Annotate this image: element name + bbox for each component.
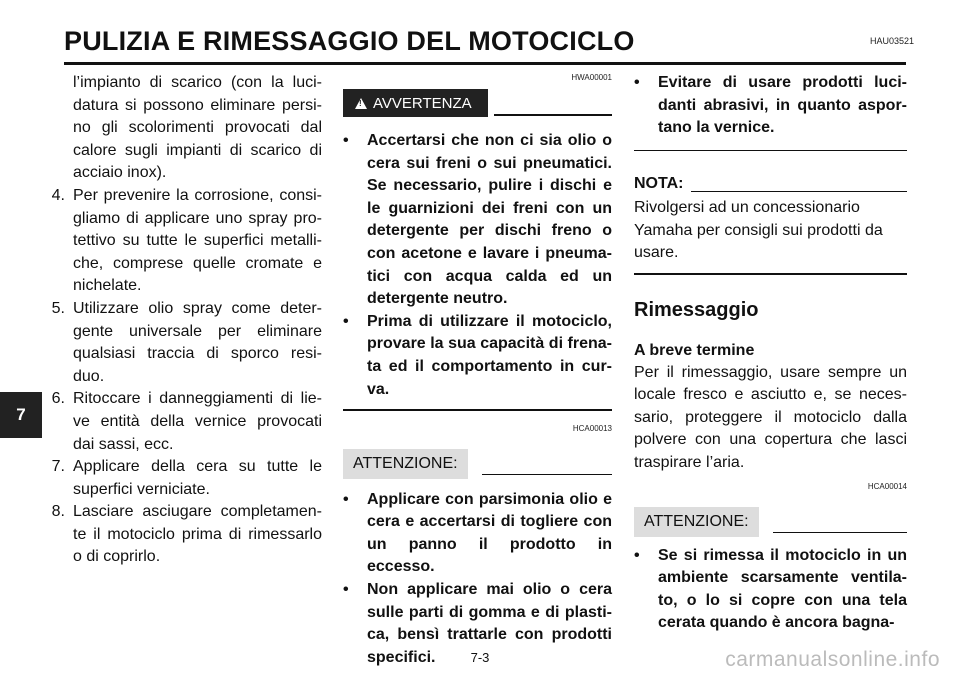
header-rule	[64, 62, 906, 65]
list-item-text: Per prevenire la corrosione, consi-gliamo di applicare uno spray pro-tettivo su tutte le superfici metalli-che, comprese quelle cromate e nichelate.	[73, 186, 322, 295]
list-item-text: Utilizzare olio spray come deter-gente universale per eliminare qualsiasi traccia di sporco resi-duo.	[73, 299, 322, 385]
warning-header	[343, 86, 612, 120]
list-item	[40, 185, 322, 298]
list-item-text: Lasciare asciugare completamen-te il motociclo prima di rimessarlo o di coprirlo.	[73, 503, 322, 566]
list-item	[40, 501, 322, 569]
list-item	[40, 388, 322, 456]
warning-label: AVVERTENZA	[373, 94, 472, 112]
bullet-text: Se si rimessa il motociclo in un ambiente scarsamente ventila-to, o lo si copre con una tela cerata quando è ancora bagna-	[658, 546, 907, 632]
bullet-dot-icon: •	[343, 132, 349, 149]
list-item-number: 8.	[51, 503, 65, 521]
warning-rule	[494, 114, 612, 116]
warning-triangle-icon	[355, 98, 367, 109]
list-item	[40, 298, 322, 388]
column-1	[40, 72, 322, 569]
caution-header	[634, 505, 907, 539]
chapter-tab: 7	[0, 392, 42, 438]
note-text: Rivolgersi ad un concessionario Yamaha per consigli sui prodotti da usare.	[634, 199, 883, 262]
caution-rule	[773, 532, 907, 534]
list-item-number: 4.	[51, 186, 65, 204]
page-title: PULIZIA E RIMESSAGGIO DEL MOTOCICLO	[64, 26, 635, 56]
bullet-dot-icon: •	[634, 74, 640, 91]
subsection-title: A breve termine	[634, 341, 755, 359]
caution-code: HCA00014	[867, 481, 907, 491]
warning-bullet	[343, 311, 612, 401]
bullet-dot-icon: •	[343, 312, 349, 330]
warning-badge	[343, 89, 488, 117]
caution-bullet	[634, 545, 907, 635]
caution-header	[343, 447, 612, 481]
caution-badge: ATTENZIONE:	[343, 449, 468, 479]
column-3	[634, 72, 907, 635]
list-item-number: 7.	[51, 458, 65, 476]
caution-code: HCA00013	[572, 423, 612, 433]
warning-code: HWA00001	[571, 73, 612, 82]
bullet-text: Prima di utilizzare il motociclo, provare la sua capacità di frena-ta ed il comportamento in cur-va.	[367, 312, 612, 398]
list-item-number: 6.	[51, 390, 65, 408]
list-item-text: Applicare della cera su tutte le superfici verniciate.	[73, 458, 322, 498]
note-header	[634, 175, 907, 193]
warning-bullet	[343, 130, 612, 311]
note-rule	[691, 191, 907, 193]
bullet-dot-icon: •	[343, 581, 349, 598]
list-item	[40, 456, 322, 501]
caution-bullet	[634, 72, 907, 140]
bullet-text: Accertarsi che non ci sia olio o cera sui freni o sui pneumatici. Se necessario, pulire i dischi e le guarnizioni dei freni con un detergente per dischi freno o con acetone e lavare i pneuma-tici con acqua calda ed un detergente neutro.	[367, 132, 612, 308]
section-title: Rimessaggio	[634, 298, 759, 321]
bullet-text: Evitare di usare prodotti luci-danti abrasivi, in quanto aspor-tano la vernice.	[658, 74, 907, 137]
watermark: carmanualsonline.info	[725, 648, 940, 671]
subsection-text: Per il rimessaggio, usare sempre un locale fresco e asciutto e, se neces-sario, proteggere il motociclo dalla polvere con una copertura che lasci traspirare l’aria.	[634, 363, 907, 471]
bullet-text: Non applicare mai olio o cera sulle parti di gomma e di plasti-ca, bensì trattarle con prodotti specifici.	[367, 581, 612, 666]
caution-bullet	[343, 489, 612, 579]
caution-rule	[482, 474, 612, 476]
bullet-text: Applicare con parsimonia olio e cera e accertarsi di togliere con un panno il prodotto in eccesso.	[367, 490, 612, 576]
bullet-dot-icon: •	[343, 490, 349, 508]
bullet-dot-icon: •	[634, 546, 640, 564]
caution-badge: ATTENZIONE:	[634, 507, 759, 537]
header-code: HAU03521	[870, 36, 915, 46]
column-2	[343, 72, 612, 669]
list-item-number: 5.	[51, 299, 65, 317]
note-label: NOTA:	[634, 175, 684, 193]
continued-text: l’impianto di scarico (con la luci-datura si possono eliminare persi-no gli scolorimenti provocati dal calore sugli impianti di scarico di acciaio inox).	[73, 74, 322, 182]
page-number: 7-3	[470, 650, 490, 665]
list-item-text: Ritoccare i danneggiamenti di lie-ve entità della vernice provocati dai sassi, ecc.	[73, 390, 322, 453]
